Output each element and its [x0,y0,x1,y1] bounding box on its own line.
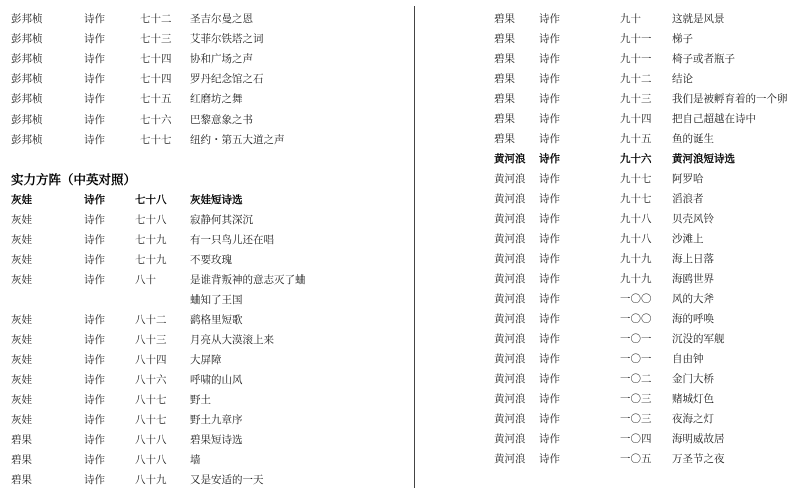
entry-author: 碧果 [11,474,32,486]
entry-author: 碧果 [11,434,32,446]
entry-title: 红磨坊之舞 [190,93,243,106]
entry-title: 呼啸的山风 [190,374,243,386]
entry-title: 寂静何其深沉 [190,214,253,226]
entry-type: 诗作 [539,113,560,125]
entry-page: 九十三 [620,93,652,105]
entry-page: 八十二 [135,314,167,326]
entry-type: 诗作 [84,73,105,86]
entry-author: 黄河浪 [494,273,526,285]
entry-page: 九十七 [620,173,652,185]
entry-title: 椅子或者瓶子 [672,53,735,65]
entry-type: 诗作 [539,93,560,105]
entry-title: 月亮从大漠滚上来 [190,334,274,346]
entry-title: 罗丹纪念馆之石 [190,73,264,86]
entry-author: 黄河浪 [494,293,526,305]
entry-author: 黄河浪 [494,213,526,225]
entry-title: 不要玫瑰 [190,254,232,266]
entry-author: 灰娃 [11,274,32,286]
entry-author: 黄河浪 [494,413,526,425]
entry-author: 灰娃 [11,394,32,406]
entry-author: 黄河浪 [494,393,526,405]
entry-page: 九十九 [620,253,652,265]
entry-page: 七十六 [140,113,172,126]
entry-title: 贝壳风铃 [672,213,714,225]
entry-page: 七十七 [140,133,172,146]
entry-author: 彭邦桢 [11,93,43,106]
entry-page: 七十九 [135,254,167,266]
entry-title: 我们是被孵育着的一个卵 [672,93,788,105]
entry-title: 巴黎意象之书 [190,113,253,126]
entry-type: 诗作 [539,153,560,165]
entry-title: 沉没的军舰 [672,333,725,345]
entry-author: 灰娃 [11,314,32,326]
entry-page: 七十九 [135,234,167,246]
entry-title: 海上日落 [672,253,714,265]
column-divider [414,6,415,488]
entry-type: 诗作 [539,133,560,145]
entry-type: 诗作 [84,33,105,46]
entry-author: 黄河浪 [494,193,526,205]
entry-type: 诗作 [84,454,105,466]
entry-title: 夜海之灯 [672,413,714,425]
entry-title: 野土 [190,394,211,406]
entry-page: 一〇〇 [620,313,652,325]
entry-type: 诗作 [84,93,105,106]
entry-page: 七十八 [135,194,167,206]
entry-type: 诗作 [84,194,105,206]
entry-title: 黄河浪短诗选 [672,153,735,165]
entry-page: 八十九 [135,474,167,486]
entry-title: 阿罗哈 [672,173,704,185]
entry-title: 野土九章序 [190,414,243,426]
entry-title: 海的呼唤 [672,313,714,325]
entry-author: 黄河浪 [494,313,526,325]
entry-type: 诗作 [539,453,560,465]
entry-type: 诗作 [539,373,560,385]
entry-author: 碧果 [494,33,515,45]
entry-type: 诗作 [539,193,560,205]
entry-type: 诗作 [539,13,560,25]
entry-type: 诗作 [539,233,560,245]
entry-page: 八十三 [135,334,167,346]
entry-page: 八十七 [135,394,167,406]
entry-type: 诗作 [539,173,560,185]
entry-author: 黄河浪 [494,153,526,165]
entry-author: 黄河浪 [494,373,526,385]
entry-type: 诗作 [84,314,105,326]
entry-type: 诗作 [84,474,105,486]
entry-page: 一〇一 [620,353,652,365]
entry-type: 诗作 [539,353,560,365]
entry-page: 八十六 [135,374,167,386]
entry-type: 诗作 [84,254,105,266]
entry-page: 九十五 [620,133,652,145]
entry-type: 诗作 [539,213,560,225]
entry-page: 一〇三 [620,393,652,405]
entry-type: 诗作 [84,394,105,406]
entry-page: 一〇三 [620,413,652,425]
entry-type: 诗作 [539,433,560,445]
entry-title: 蛐知了王国 [190,294,243,306]
entry-author: 黄河浪 [494,353,526,365]
entry-page: 七十三 [140,33,172,46]
entry-page: 一〇四 [620,433,652,445]
entry-type: 诗作 [539,333,560,345]
entry-title: 风的大斧 [672,293,714,305]
entry-title: 梯子 [672,33,693,45]
entry-page: 一〇〇 [620,293,652,305]
entry-title: 墙 [190,454,201,466]
entry-title: 万圣节之夜 [672,453,725,465]
entry-title: 滔浪者 [672,193,704,205]
entry-page: 七十四 [140,73,172,86]
entry-title: 赌城灯色 [672,393,714,405]
entry-page: 七十八 [135,214,167,226]
entry-type: 诗作 [539,33,560,45]
entry-author: 灰娃 [11,334,32,346]
entry-page: 八十七 [135,414,167,426]
entry-type: 诗作 [84,133,105,146]
entry-title: 海鸥世界 [672,273,714,285]
entry-author: 彭邦桢 [11,133,43,146]
entry-type: 诗作 [84,13,105,25]
entry-author: 碧果 [494,13,515,25]
entry-page: 九十四 [620,113,652,125]
entry-author: 彭邦桢 [11,113,43,126]
entry-title: 大屏障 [190,354,222,366]
entry-author: 彭邦桢 [11,73,43,86]
entry-title: 又是安适的一天 [190,474,264,486]
entry-type: 诗作 [539,273,560,285]
entry-author: 碧果 [494,133,515,145]
entry-page: 一〇五 [620,453,652,465]
entry-page: 九十六 [620,153,652,165]
entry-title: 结论 [672,73,693,85]
entry-page: 八十八 [135,454,167,466]
entry-author: 黄河浪 [494,453,526,465]
entry-author: 碧果 [11,454,32,466]
entry-title: 是谁背叛神的意志灭了蛐 [190,274,306,286]
entry-author: 黄河浪 [494,253,526,265]
entry-author: 灰娃 [11,374,32,386]
entry-author: 彭邦桢 [11,53,43,66]
entry-title: 艾菲尔铁塔之词 [190,33,264,46]
entry-title: 自由钟 [672,353,704,365]
entry-type: 诗作 [84,214,105,226]
entry-author: 灰娃 [11,194,32,206]
entry-title: 海明威故居 [672,433,725,445]
entry-author: 碧果 [494,93,515,105]
entry-title: 把自己超越在诗中 [672,113,756,125]
entry-page: 八十八 [135,434,167,446]
entry-title: 纽约・第五大道之声 [190,133,285,146]
entry-title: 灰娃短诗选 [190,194,243,206]
entry-page: 八十 [135,274,156,286]
entry-type: 诗作 [539,413,560,425]
entry-type: 诗作 [84,354,105,366]
entry-page: 九十一 [620,33,652,45]
entry-author: 黄河浪 [494,233,526,245]
entry-page: 七十四 [140,53,172,66]
entry-page: 九十九 [620,273,652,285]
entry-type: 诗作 [539,313,560,325]
entry-author: 黄河浪 [494,333,526,345]
entry-title: 碧果短诗选 [190,434,243,446]
entry-author: 黄河浪 [494,433,526,445]
entry-page: 七十五 [140,93,172,106]
entry-page: 九十 [620,13,641,25]
entry-author: 灰娃 [11,354,32,366]
entry-type: 诗作 [539,293,560,305]
section-heading: 实力方阵（中英对照） [11,172,137,187]
entry-page: 八十四 [135,354,167,366]
entry-page: 一〇二 [620,373,652,385]
entry-author: 彭邦桢 [11,13,43,25]
entry-author: 碧果 [494,73,515,85]
entry-page: 九十二 [620,73,652,85]
entry-page: 九十八 [620,233,652,245]
entry-type: 诗作 [84,434,105,446]
entry-type: 诗作 [539,393,560,405]
entry-type: 诗作 [539,253,560,265]
entry-page: 九十八 [620,213,652,225]
entry-type: 诗作 [84,414,105,426]
entry-title: 这就是风景 [672,13,725,25]
entry-title: 鹞格里短歌 [190,314,243,326]
entry-title: 协和广场之声 [190,53,253,66]
entry-type: 诗作 [539,53,560,65]
entry-type: 诗作 [539,73,560,85]
entry-author: 灰娃 [11,414,32,426]
entry-author: 黄河浪 [494,173,526,185]
entry-author: 彭邦桢 [11,33,43,46]
entry-type: 诗作 [84,234,105,246]
entry-author: 灰娃 [11,234,32,246]
entry-type: 诗作 [84,374,105,386]
entry-title: 金门大桥 [672,373,714,385]
entry-title: 鱼的诞生 [672,133,714,145]
entry-page: 一〇一 [620,333,652,345]
entry-author: 碧果 [494,53,515,65]
entry-type: 诗作 [84,334,105,346]
entry-page: 九十七 [620,193,652,205]
entry-page: 九十一 [620,53,652,65]
entry-title: 有一只鸟儿还在唱 [190,234,274,246]
entry-title: 圣吉尔曼之恩 [190,13,253,25]
entry-page: 七十二 [140,13,172,25]
entry-author: 灰娃 [11,214,32,226]
entry-type: 诗作 [84,53,105,66]
entry-title: 沙滩上 [672,233,704,245]
entry-type: 诗作 [84,113,105,126]
entry-author: 灰娃 [11,254,32,266]
entry-author: 碧果 [494,113,515,125]
entry-type: 诗作 [84,274,105,286]
